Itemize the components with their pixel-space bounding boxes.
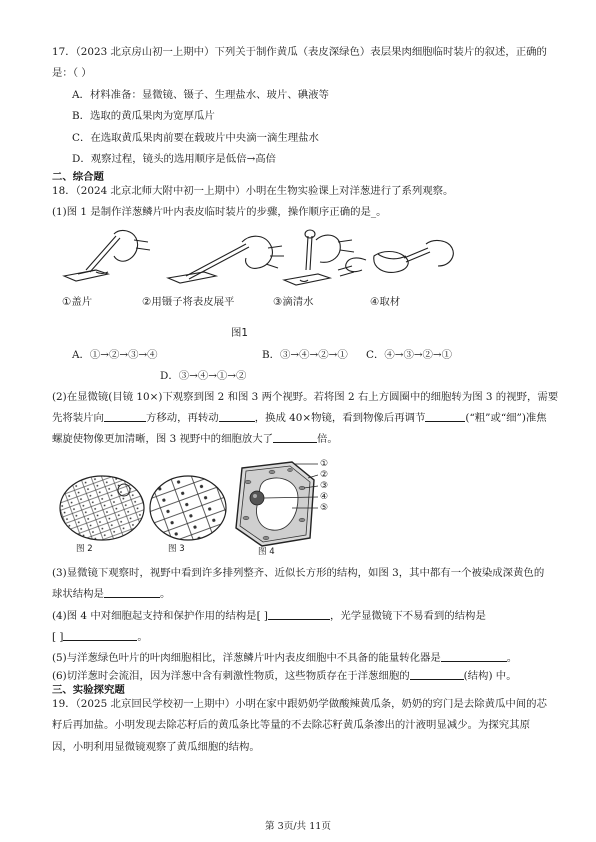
q18-sub2-text-b: 方移动，再转动 bbox=[145, 412, 219, 424]
blank-magnification[interactable] bbox=[273, 432, 317, 443]
q18-sub2-text-e: 螺旋使物像更加清晰，图 3 视野中的细胞放大了 bbox=[52, 433, 274, 445]
section-title-comprehensive: 二、综合题 bbox=[52, 171, 104, 183]
q18-option-a: A．①→②→③→④ bbox=[72, 349, 158, 361]
section-title-experiment: 三、实验探究题 bbox=[52, 684, 125, 696]
q17-stem-line1: 17．（2023 北京房山初一上期中）下列关于制作黄瓜（表皮深绿色）表层果肉细胞临时装片的叙述，正确的 bbox=[52, 46, 547, 58]
figure1-title: 图1 bbox=[231, 327, 249, 339]
q18-option-c: C．④→③→②→① bbox=[366, 349, 453, 361]
q18-option-b: B．③→④→②→① bbox=[262, 349, 348, 361]
q18-sub2-line2 bbox=[52, 411, 547, 425]
q18-sub3-text-b: 。 bbox=[159, 588, 171, 600]
figure4-label-5: ⑤ bbox=[320, 503, 329, 513]
q18-option-d: D．③→④→①→② bbox=[160, 370, 247, 382]
figure4-plant-cell-diagram bbox=[232, 458, 318, 550]
q17-option-a: A．材料准备：显微镜、镊子、生理盐水、玻片、碘液等 bbox=[72, 89, 329, 101]
figure4-label-2: ② bbox=[320, 470, 329, 480]
blank-focus-knob[interactable] bbox=[425, 411, 465, 422]
q18-sub5-text-b: 。 bbox=[506, 652, 518, 664]
q17-option-c: C．在选取黄瓜果肉前要在载玻片中央滴一滴生理盐水 bbox=[72, 132, 319, 144]
q18-sub4-line2 bbox=[52, 630, 148, 644]
q18-sub1: (1)图 1 是制作洋葱鳞片叶内表皮临时装片的步骤，操作顺序正确的是_。 bbox=[52, 206, 387, 218]
q18-sub4-text-d: 。 bbox=[137, 631, 148, 643]
figure1-step-3: ③滴清水 bbox=[273, 296, 314, 308]
figure3-label: 图 3 bbox=[168, 544, 185, 554]
figure4-label: 图 4 bbox=[258, 547, 275, 557]
q17-stem-line2: 是：（ ） bbox=[52, 67, 92, 79]
q18-sub2-text-f: 倍。 bbox=[317, 433, 338, 445]
q17-option-d: D．观察过程，镜头的选用顺序是低倍→高倍 bbox=[72, 153, 277, 165]
q18-sub4-text-c: [ ] bbox=[52, 631, 64, 643]
q18-sub4-line1 bbox=[52, 609, 486, 623]
q18-sub2-text-a: 先将装片向 bbox=[52, 412, 104, 424]
q19-line1: 19．（2025 北京回民学校初一上期中）小明在家中跟奶奶学做酸辣黄瓜条，奶奶的窍门是去除黄瓜中间的芯 bbox=[52, 698, 547, 710]
q19-line3: 因，小明利用显微镜观察了黄瓜细胞的结构。 bbox=[52, 741, 260, 753]
q18-sub4-text-b: ，光学显微镜下不易看到的结构是 bbox=[329, 610, 486, 622]
q18-sub2-text-c: ，换成 40×物镜，看到物像后再调节 bbox=[254, 412, 426, 424]
q18-sub2-line1: (2)在显微镜(目镜 10×)下观察到图 2 和图 3 两个视野。若将图 2 右上方圆圈中的细胞转为图 3 的视野，需要 bbox=[52, 391, 559, 403]
blank-energy-converter[interactable] bbox=[441, 651, 507, 662]
q18-sub6-text-a: (6)切洋葱时会流泪，因为洋葱中含有刺激性物质，这些物质存在于洋葱细胞的 bbox=[52, 670, 410, 682]
q18-sub2-line3 bbox=[52, 432, 338, 446]
blank-move-direction[interactable] bbox=[104, 411, 146, 422]
q18-sub5 bbox=[52, 651, 517, 665]
q18-sub5-text-a: (5)与洋葱绿色叶片的叶肉细胞相比，洋葱鳞片叶内表皮细胞中不具备的能量转化器是 bbox=[52, 652, 441, 664]
figure2-label: 图 2 bbox=[76, 544, 93, 554]
figure4-label-1: ① bbox=[320, 459, 329, 469]
figure4-label-4: ④ bbox=[320, 492, 329, 502]
figure3-microscope-view bbox=[148, 474, 228, 542]
q19-line2: 籽后再加盐。小明发现去除芯籽后的黄瓜条比等量的不去除芯籽黄瓜条渗出的汁液明显减少。为探究其原 bbox=[52, 719, 530, 731]
q18-sub6 bbox=[52, 669, 517, 683]
blank-hard-to-see-structure[interactable] bbox=[63, 630, 137, 641]
q18-sub2-text-d: (“粗”或“细”)准焦 bbox=[465, 412, 547, 424]
figure1-step-2: ②用镊子将表皮展平 bbox=[142, 296, 235, 308]
figure1-step-4: ④取材 bbox=[370, 296, 401, 308]
blank-support-structure[interactable] bbox=[268, 609, 330, 620]
blank-cell-structure[interactable] bbox=[410, 669, 464, 680]
blank-rotate-part[interactable] bbox=[219, 411, 255, 422]
figure1-illustrations bbox=[56, 226, 466, 296]
blank-yellow-structure[interactable] bbox=[104, 587, 160, 598]
figure2-microscope-view bbox=[58, 474, 146, 542]
q18-stem: 18．（2024 北京北师大附中初一上期中）小明在生物实验课上对洋葱进行了系列观察。 bbox=[52, 185, 454, 197]
figure4-label-3: ③ bbox=[320, 481, 329, 491]
page-number: 第 3页/共 11页 bbox=[264, 821, 332, 832]
q18-sub6-text-b: (结构) 中。 bbox=[463, 670, 517, 682]
figure1-step-1: ①盖片 bbox=[62, 296, 93, 308]
q18-sub4-text-a: (4)图 4 中对细胞起支持和保护作用的结构是[ ] bbox=[52, 610, 268, 622]
q18-sub3-text-a: 球状结构是 bbox=[52, 588, 104, 600]
q18-sub3-line2 bbox=[52, 587, 170, 601]
q17-option-b: B．选取的黄瓜果肉为宽厚瓜片 bbox=[72, 110, 215, 122]
q18-sub3-line1: (3)显微镜下观察时，视野中看到许多排列整齐、近似长方形的结构，如图 3，其中都有一个被染成深黄色的 bbox=[52, 567, 545, 579]
